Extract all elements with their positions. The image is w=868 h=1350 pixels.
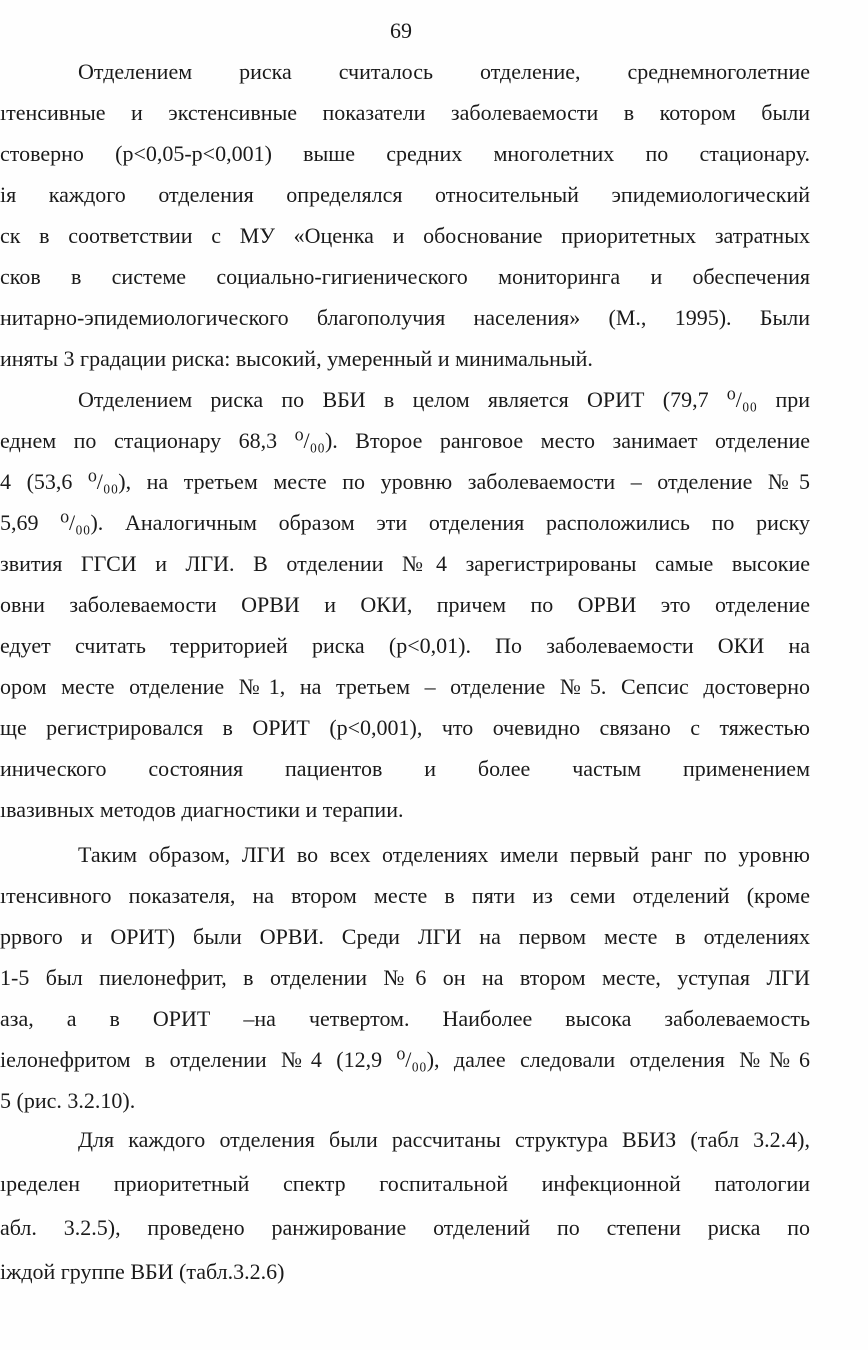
- text-line: стоверно (p<0,05-p<0,001) выше средних многолетних по стационару.: [0, 141, 810, 166]
- text-line: еднем по стационару 68,3 ⁰/₀₀). Второе ранговое место занимает отделение: [0, 428, 810, 453]
- text-line: ором месте отделение №1, на третьем – отделение №5. Сепсис достоверно: [0, 674, 810, 699]
- text-line: ск в соответствии с МУ «Оценка и обоснование приоритетных затратных: [0, 223, 810, 248]
- text-line: 5 (рис. 3.2.10).: [0, 1088, 136, 1113]
- text-line: инического состояния пациентов и более частым применением: [0, 756, 810, 781]
- text-line: аза, а в ОРИТ –на четвертом. Наиболее высока заболеваемость: [0, 1006, 810, 1031]
- text-line: іелонефритом в отделении №4 (12,9 ⁰/₀₀), далее следовали отделения №№6: [0, 1047, 810, 1072]
- text-line: Отделением риска считалось отделение, среднемноголетние: [78, 59, 810, 84]
- text-line: нитарно-эпидемиологического благополучия населения» (М., 1995). Были: [0, 305, 810, 330]
- text-line: ıвазивных методов диагностики и терапии.: [0, 797, 404, 822]
- text-line: Таким образом, ЛГИ во всех отделениях имели первый ранг по уровню: [78, 842, 810, 867]
- page-number: 69: [390, 18, 412, 43]
- text-line: ıтенсивные и экстенсивные показатели заболеваемости в котором были: [0, 100, 810, 125]
- text-line: 1-5 был пиелонефрит, в отделении №6 он на втором месте, уступая ЛГИ: [0, 965, 810, 990]
- text-line: овни заболеваемости ОРВИ и ОКИ, причем по ОРВИ это отделение: [0, 592, 810, 617]
- text-line: іждой группе ВБИ (табл.3.2.6): [0, 1259, 285, 1284]
- text-line: ıтенсивного показателя, на втором месте в пяти из семи отделений (кроме: [0, 883, 810, 908]
- text-line: звития ГГСИ и ЛГИ. В отделении №4 зарегистрированы самые высокие: [0, 551, 810, 576]
- text-line: ще регистрировался в ОРИТ (p<0,001), что очевидно связано с тяжестью: [0, 715, 810, 740]
- text-line: едует считать территорией риска (p<0,01). По заболеваемости ОКИ на: [0, 633, 810, 658]
- text-line: ррвого и ОРИТ) были ОРВИ. Среди ЛГИ на первом месте в отделениях: [0, 924, 810, 949]
- text-line: ія каждого отделения определялся относительный эпидемиологический: [0, 182, 810, 207]
- text-line: Для каждого отделения были рассчитаны структура ВБИЗ (табл 3.2.4),: [78, 1127, 810, 1152]
- text-line: сков в системе социально-гигиенического мониторинга и обеспечения: [0, 264, 810, 289]
- text-line: Отделением риска по ВБИ в целом является ОРИТ (79,7 ⁰/₀₀ при: [78, 387, 810, 412]
- text-line: абл. 3.2.5), проведено ранжирование отделений по степени риска по: [0, 1215, 810, 1240]
- text-line: 4 (53,6 ⁰/₀₀), на третьем месте по уровню заболеваемости – отделение №5: [0, 469, 810, 494]
- text-line: иняты 3 градации риска: высокий, умеренный и минимальный.: [0, 346, 593, 371]
- text-line: 5,69 ⁰/₀₀). Аналогичным образом эти отделения расположились по риску: [0, 510, 810, 535]
- text-line: ıределен приоритетный спектр госпитальной инфекционной патологии: [0, 1171, 810, 1196]
